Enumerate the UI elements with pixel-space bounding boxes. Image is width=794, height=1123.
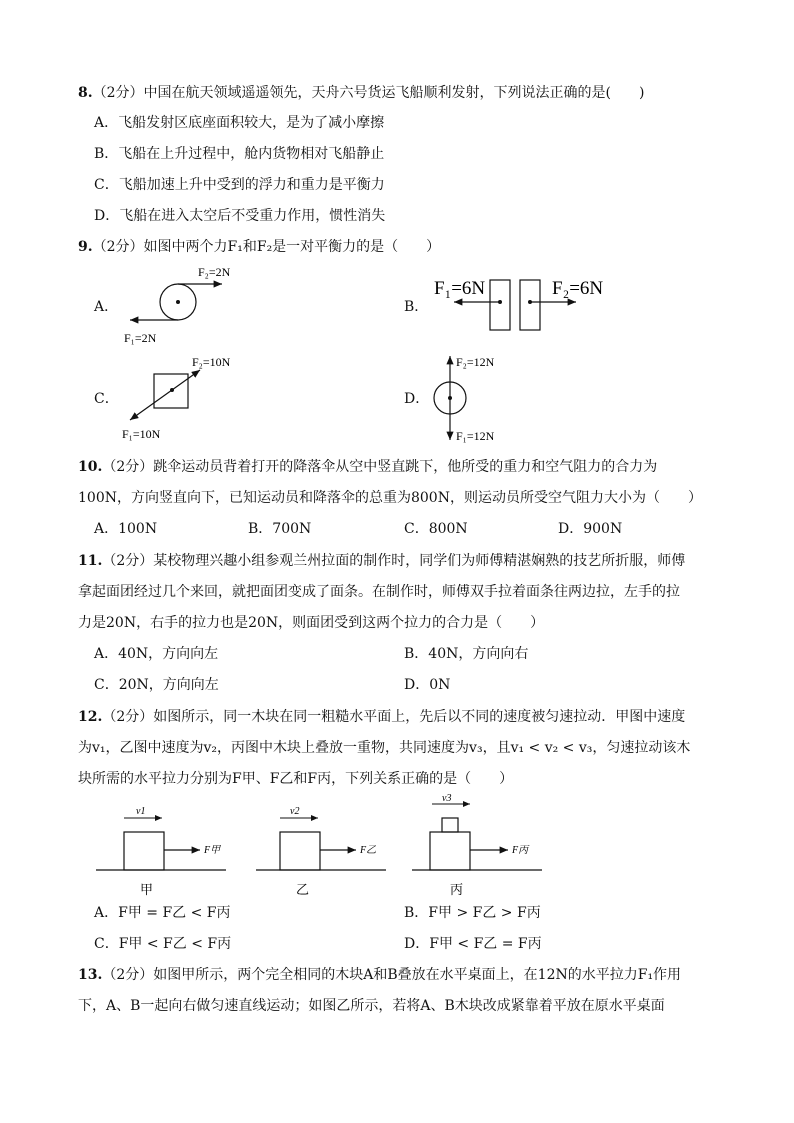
q12-f-yi-label: F乙 <box>360 845 377 856</box>
q12-figure <box>96 794 556 900</box>
q9c-f2-label: F₂=10N <box>192 355 231 369</box>
q12-f-bing-label: F丙 <box>512 845 529 856</box>
q9-figure-d <box>428 350 518 444</box>
q12-number: 12. <box>78 709 103 725</box>
q13-stem-line2: 下，A、B一起向右做匀速直线运动；如图乙所示，若将A、B木块改成紧靠着平放在原水平桌面 <box>78 998 665 1014</box>
q9b-f2-label: F₂=6N <box>552 278 604 299</box>
q9-option-b: B． <box>404 299 429 315</box>
q9-number: 9. <box>78 239 93 255</box>
q9d-f2-label: F₂=12N <box>456 355 495 369</box>
q9-stem: 9.（2分）如图中两个力F₁和F₂是一对平衡力的是（ ） <box>78 239 441 255</box>
q9a-f2-label: F₂=2N <box>198 265 231 279</box>
q12-option-b: B．F甲 > F乙 > F丙 <box>404 905 541 921</box>
q8-stem: 8.（2分）中国在航天领域遥遥领先，天舟六号货运飞船顺利发射，下列说法正确的是( ) <box>78 85 645 101</box>
q11-option-b: B．40N，方向向右 <box>404 646 529 662</box>
q11-option-a: A．40N，方向向左 <box>94 646 219 662</box>
q12-caption-yi: 乙 <box>296 882 310 897</box>
q12-stem-line2: 为v₁，乙图中速度为v₂，丙图中木块上叠放一重物，共同速度为v₃，且v₁ < v₂ < v₃，匀速拉动该木 <box>78 740 691 756</box>
q11-stem-line1: 11.（2分）某校物理兴趣小组参观兰州拉面的制作时，同学们为师傅精湛娴熟的技艺所折服，师傅 <box>78 553 686 569</box>
q10-number: 10. <box>78 459 103 475</box>
q8-option-a: A．飞船发射区底座面积较大，是为了减小摩擦 <box>94 115 385 131</box>
q10-option-d: D．900N <box>558 521 623 537</box>
q12-stem-line1: 12.（2分）如图所示，同一木块在同一粗糙水平面上，先后以不同的速度被匀速拉动．甲图中速度 <box>78 709 686 725</box>
q12-v2-label: v2 <box>290 806 300 817</box>
q11-stem-line2: 拿起面团经过几个来回，就把面团变成了面条。在制作时，师傅双手拉着面条往两边拉，左手的拉 <box>78 584 680 600</box>
q9-figure-b <box>428 270 618 334</box>
q12-v1-label: v1 <box>136 806 146 817</box>
q12-option-c: C．F甲 < F乙 < F丙 <box>94 936 232 952</box>
q12-caption-jia: 甲 <box>140 882 154 897</box>
q11-option-d: D．0N <box>404 677 451 693</box>
q9b-f1-label: F₁=6N <box>434 278 486 299</box>
q12-option-d: D．F甲 < F乙 = F丙 <box>404 936 542 952</box>
q10-option-a: A．100N <box>94 521 158 537</box>
q8-option-b: B．飞船在上升过程中，舱内货物相对飞船静止 <box>94 146 385 162</box>
q12-caption-bing: 丙 <box>450 882 464 897</box>
q10-stem-line2: 100N，方向竖直向下，已知运动员和降落伞的总重为800N，则运动员所受空气阻力大小为（ ） <box>78 490 702 506</box>
q9-option-d: D． <box>404 391 430 407</box>
q11-stem-line3: 力是20N，右手的拉力也是20N，则面团受到这两个拉力的合力是（ ） <box>78 615 545 631</box>
q11-option-c: C．20N，方向向左 <box>94 677 219 693</box>
q8-option-c: C．飞船加速上升中受到的浮力和重力是平衡力 <box>94 177 385 193</box>
q9c-f1-label: F₁=10N <box>122 427 161 441</box>
q9-figure-c <box>118 350 248 442</box>
q13-number: 13. <box>78 967 103 983</box>
q9-figure-a <box>118 262 238 346</box>
q12-option-a: A．F甲 = F乙 < F丙 <box>94 905 231 921</box>
q10-stem-line1: 10.（2分）跳伞运动员背着打开的降落伞从空中竖直跳下，他所受的重力和空气阻力的合力为 <box>78 459 658 475</box>
q8-option-d: D．飞船在进入太空后不受重力作用，惯性消失 <box>94 208 386 224</box>
q9a-f1-label: F₁=2N <box>124 331 157 345</box>
q12-stem-line3: 块所需的水平拉力分别为F甲、F乙和F丙，下列关系正确的是（ ） <box>78 771 514 787</box>
q9-option-a: A． <box>94 299 119 315</box>
q12-v3-label: v3 <box>442 794 452 804</box>
q13-stem-line1: 13.（2分）如图甲所示，两个完全相同的木块A和B叠放在水平桌面上，在12N的水平拉力F₁作用 <box>78 967 682 983</box>
q10-option-b: B．700N <box>248 521 312 537</box>
q12-f-jia-label: F甲 <box>204 845 221 856</box>
q9-option-c: C． <box>94 391 119 407</box>
q9d-f1-label: F₁=12N <box>456 429 495 443</box>
q8-number: 8. <box>78 85 93 101</box>
q11-number: 11. <box>78 553 103 569</box>
q10-option-c: C．800N <box>404 521 468 537</box>
